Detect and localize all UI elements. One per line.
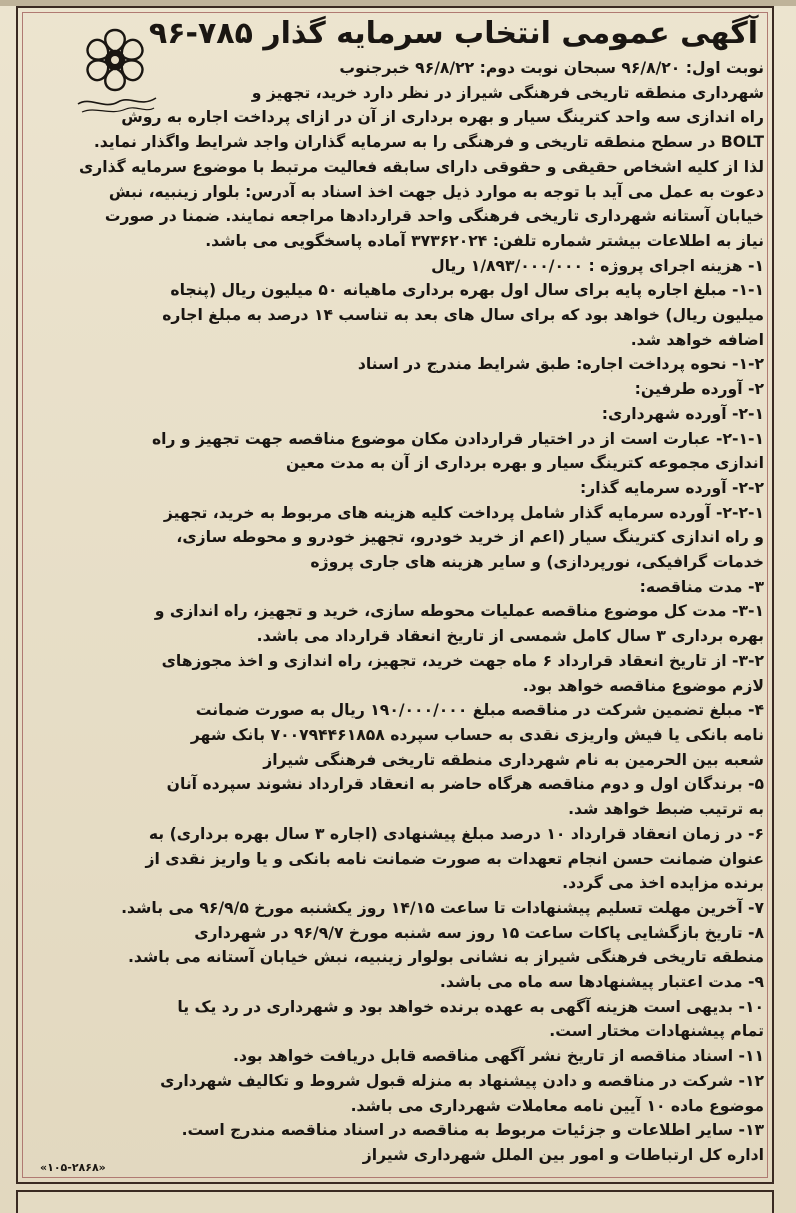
ad-line: ۴- مبلغ تضمین شرکت در مناقصه مبلغ ۱۹۰/۰۰۰/۰۰۰ ریال به صورت ضمانت — [195, 701, 764, 720]
ad-line: اضافه خواهد شد. — [630, 330, 764, 349]
ad-signature: اداره کل ارتباطات و امور بین الملل شهرداری شیراز — [362, 1145, 764, 1164]
ad-line: منطقه تاریخی فرهنگی شیراز به نشانی بولوار زینبیه، نبش خیابان آستانه می باشد. — [127, 948, 764, 967]
ad-line: BOLT در سطح منطقه تاریخی و فرهنگی را به سرمایه گذاران واجد شرایط واگذار نماید. — [93, 133, 764, 152]
ad-line: ۷- آخرین مهلت تسلیم پیشنهادات تا ساعت ۱۴/۱۵ روز یکشنبه مورخ ۹۶/۹/۵ می باشد. — [121, 898, 764, 917]
ad-line: دعوت به عمل می آید با توجه به موارد ذیل جهت اخذ اسناد به آدرس: بلوار زینبیه، نبش — [108, 182, 764, 201]
ad-line: ۹- مدت اعتبار پیشنهادها سه ماه می باشد. — [439, 973, 764, 992]
ad-title: آگهی عمومی انتخاب سرمایه گذار ۷۸۵-۹۶ — [148, 16, 758, 51]
ad-line: به ترتیب ضبط خواهد شد. — [568, 800, 764, 819]
next-ad-edge — [16, 1190, 774, 1213]
ad-line: برنده مزایده اخذ می گردد. — [562, 874, 764, 893]
ad-line: ۲-۱- آورده شهرداری: — [601, 404, 764, 423]
ad-line: لازم موضوع مناقصه خواهد بود. — [522, 676, 764, 695]
ad-line: ۲- آورده طرفین: — [634, 380, 764, 399]
ad-line: خدمات گرافیکی، نورپردازی) و سایر هزینه های جاری پروژه — [310, 553, 764, 572]
ad-line: ۲-۱-۱- عبارت است از در اختیار قراردادن مکان موضوع مناقصه جهت تجهیز و راه — [151, 429, 764, 448]
ad-line: ۳-۱- مدت کل موضوع مناقصه عملیات محوطه سازی، خرید و تجهیز، راه اندازی و — [154, 602, 764, 621]
ad-line: راه اندازی سه واحد کترینگ سیار و بهره برداری از آن در ازای پرداخت اجاره به روش — [121, 108, 764, 127]
ad-line: ۵- برندگان اول و دوم مناقصه هرگاه حاضر به انعقاد قرارداد نشوند سپرده آنان — [166, 775, 764, 794]
ad-line: عنوان ضمانت حسن انجام تعهدات به صورت ضمانت نامه بانکی و یا واریز نقدی از — [145, 849, 764, 868]
ad-line: ۳-۲- از تاریخ انعقاد قرارداد ۶ ماه جهت خرید، تجهیز، راه اندازی و اخذ مجوزهای — [161, 651, 764, 670]
ad-line: و راه اندازی کترینگ سیار (اعم از خرید خودرو، تجهیز خودرو و محوطه سازی، — [176, 528, 764, 547]
ad-line: ۸- تاریخ بازگشایی پاکات ساعت ۱۵ روز سه شنبه مورخ ۹۶/۹/۷ در شهرداری — [194, 923, 764, 942]
ad-code: «۱۰۵-۲۸۶۸» — [40, 1161, 106, 1174]
ad-line: شهرداری منطقه تاریخی فرهنگی شیراز در نظر دارد خرید، تجهیز و — [251, 83, 764, 102]
ad-line: موضوع ماده ۱۰ آیین نامه معاملات شهرداری می باشد. — [350, 1096, 764, 1115]
ad-line: لذا از کلیه اشخاص حقیقی و حقوقی دارای سابقه فعالیت مرتبط با موضوع سرمایه گذاری — [78, 157, 764, 176]
ad-line: بهره برداری ۳ سال کامل شمسی از تاریخ انعقاد قرارداد می باشد. — [256, 627, 764, 646]
ad-line: میلیون ریال) خواهد بود که برای سال های بعد به تناسب ۱۴ درصد به مبلغ اجاره — [162, 306, 764, 325]
ad-line: ۱-۲- نحوه پرداخت اجاره: طبق شرایط مندرج در اسناد — [357, 355, 764, 374]
publication-dates: نوبت اول: ۹۶/۸/۲۰ سبحان نوبت دوم: ۹۶/۸/۲۲ خبرجنوب — [339, 59, 764, 77]
ad-line: شعبه بین الحرمین به نام شهرداری منطقه تاریخی فرهنگی شیراز — [263, 750, 764, 769]
ad-line: ۲-۲- آورده سرمایه گذار: — [580, 478, 764, 497]
ad-line: اندازی مجموعه کترینگ سیار و بهره برداری از آن به مدت معین — [285, 454, 764, 473]
ad-line: ۶- در زمان انعقاد قرارداد ۱۰ درصد مبلغ پیشنهادی (اجاره ۳ سال بهره برداری) به — [148, 824, 764, 843]
ad-line: تمام پیشنهادات مختار است. — [549, 1022, 764, 1041]
ad-line: ۱-۱- مبلغ اجاره پایه برای سال اول بهره برداری ماهیانه ۵۰ میلیون ریال (پنجاه — [170, 281, 764, 300]
ad-line: ۱۳- سایر اطلاعات و جزئیات مربوط به مناقصه در اسناد مناقصه مندرج است. — [181, 1121, 764, 1140]
ad-line: ۱۰- بدیهی است هزینه آگهی به عهده برنده خواهد بود و شهرداری در رد یک یا — [177, 997, 764, 1016]
ad-line: ۱۲- شرکت در مناقصه و دادن پیشنهاد به منزله قبول شروط و تکالیف شهرداری — [160, 1071, 764, 1090]
ad-line: ۳- مدت مناقصه: — [639, 577, 764, 596]
ad-line: ۱- هزینه اجرای پروژه : ۱/۸۹۳/۰۰۰/۰۰۰ ریال — [431, 256, 764, 275]
ad-line: خیابان آستانه شهرداری تاریخی فرهنگی واحد قراردادها مراجعه نمایند. ضمنا در صورت — [104, 207, 764, 226]
ad-line: نیاز به اطلاعات بیشتر شماره تلفن: ۳۷۳۶۲۰۲۴ آماده پاسخگویی می باشد. — [205, 231, 764, 250]
ad-line: ۲-۲-۱- آورده سرمایه گذار شامل پرداخت کلیه هزینه های مربوط به خرید، تجهیز — [163, 503, 764, 522]
ad-line: نامه بانکی یا فیش واریزی نقدی به حساب سپرده ۷۰۰۷۹۴۴۶۱۸۵۸ بانک شهر — [190, 725, 764, 744]
ad-body — [30, 56, 764, 1168]
ad-line: ۱۱- اسناد مناقصه از تاریخ نشر آگهی مناقصه قابل دریافت خواهد بود. — [233, 1047, 764, 1066]
